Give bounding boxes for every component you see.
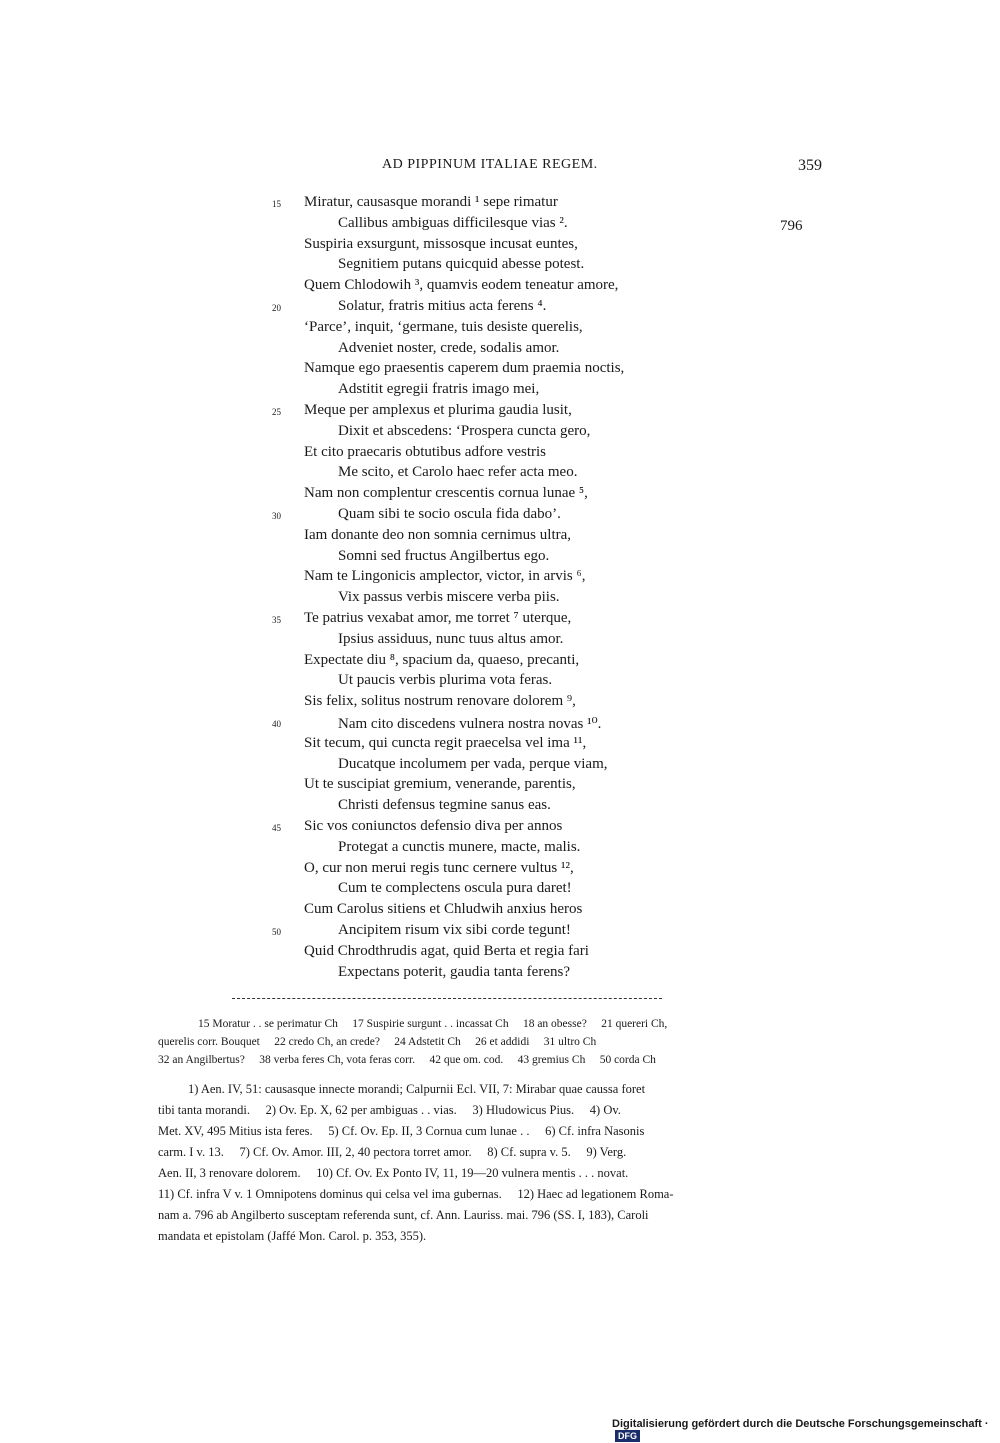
verse-line: Nam te Lingonicis amplector, victor, in arvis ⁶, — [304, 568, 586, 585]
verse-line: Nam non complentur crescentis cornua lunae ⁵, — [304, 485, 588, 502]
verse-line: Segnitiem putans quicquid abesse potest. — [338, 256, 585, 273]
verse-line: Meque per amplexus et plurima gaudia lusit, — [304, 402, 572, 418]
verse-line: Quem Chlodowih ³, quamvis eodem teneatur amore, — [304, 277, 619, 294]
verse-line: Te patrius vexabat amor, me torret ⁷ uterque, — [304, 610, 572, 626]
verse-line: Ut te suscipiat gremium, venerande, parentis, — [304, 776, 576, 793]
verse-line: Christi defensus tegmine sanus eas. — [338, 797, 551, 814]
verse-line: Quid Chrodthrudis agat, quid Berta et regia fari — [304, 942, 589, 959]
verse-line: Vix passus verbis miscere verba piis. — [338, 589, 560, 606]
dfg-logo: DFG — [615, 1430, 640, 1442]
verse-line: ‘Parce’, inquit, ‘germane, tuis desiste querelis, — [304, 318, 583, 335]
line-number: 35 — [272, 615, 281, 625]
footnote-line: tibi tanta morandi. 2) Ov. Ep. X, 62 per ambiguas . . vias. 3) Hludowicus Pius. 4) Ov. — [158, 1103, 621, 1117]
verse-line: Dixit et abscedens: ‘Prospera cuncta gero, — [338, 422, 591, 439]
apparatus-divider — [232, 998, 662, 999]
verse-line: Ipsius assiduus, nunc tuus altus amor. — [338, 630, 564, 647]
line-number: 15 — [272, 199, 281, 209]
line-number: 30 — [272, 511, 281, 521]
verse-line: Ancipitem risum vix sibi corde tegunt! — [338, 922, 571, 938]
verse-line: Et cito praecaris obtutibus adfore vestris — [304, 443, 547, 460]
footnote-line: Aen. II, 3 renovare dolorem. 10) Cf. Ov. Ex Ponto IV, 11, 19—20 vulnera mentis . . . novat. — [158, 1166, 629, 1180]
footnote-line: carm. I v. 13. 7) Cf. Ov. Amor. III, 2, 40 pectora torret amor. 8) Cf. supra v. 5. 9) Verg. — [158, 1145, 627, 1159]
margin-year: 796 — [780, 218, 803, 234]
verse-line: Nam cito discedens vulnera nostra novas ¹⁰. — [338, 716, 602, 732]
verse-line: Quam sibi te socio oscula fida dabo’. — [338, 506, 561, 522]
verse-line: Callibus ambiguas difficilesque vias ². — [338, 214, 568, 231]
verse-line: Sic vos coniunctos defensio diva per annos — [304, 818, 563, 834]
line-number: 45 — [272, 823, 281, 833]
line-number: 25 — [272, 407, 281, 417]
line-number: 40 — [272, 719, 281, 729]
verse-line: Expectate diu ⁸, spacium da, quaeso, precanti, — [304, 651, 580, 668]
footnote-line: nam a. 796 ab Angilberto susceptam referenda sunt, cf. Ann. Lauriss. mai. 796 (SS. I, 183), Caroli — [158, 1208, 649, 1222]
running-title: AD PIPPINUM ITALIAE REGEM. — [382, 157, 598, 172]
footnote-line: mandata et epistolam (Jaffé Mon. Carol. p. 353, 355). — [158, 1229, 427, 1243]
digitization-credit — [612, 1418, 1000, 1443]
apparatus-line: querelis corr. Bouquet 22 credo Ch, an crede? 24 Adstetit Ch 26 et addidi 31 ultro Ch — [158, 1036, 597, 1048]
verse-line: Namque ego praesentis caperem dum praemia noctis, — [304, 360, 625, 377]
verse-line: Cum Carolus sitiens et Chludwih anxius heros — [304, 901, 583, 918]
verse-line: Ut paucis verbis plurima vota feras. — [338, 672, 553, 689]
verse-line: Somni sed fructus Angilbertus ego. — [338, 547, 550, 564]
credit-text: Digitalisierung gefördert durch die Deutsche Forschungsgemeinschaft · — [612, 1418, 989, 1430]
verse-line: Sit tecum, qui cuncta regit praecelsa vel ima ¹¹, — [304, 734, 587, 751]
verse-line: Expectans poterit, gaudia tanta ferens? — [338, 963, 570, 980]
verse-line: Protegat a cunctis munere, macte, malis. — [338, 838, 581, 855]
verse-line: Ducatque incolumem per vada, perque viam, — [338, 755, 608, 772]
verse-line: Solatur, fratris mitius acta ferens ⁴. — [338, 298, 547, 314]
verse-line: Suspiria exsurgunt, missosque incusat euntes, — [304, 235, 578, 252]
verse-line: Sis felix, solitus nostrum renovare dolorem ⁹, — [304, 693, 576, 710]
apparatus-line: 15 Moratur . . se perimatur Ch 17 Suspirie surgunt . . incassat Ch 18 an obesse? 21 quereri Ch, — [198, 1018, 668, 1030]
footnote-line: 1) Aen. IV, 51: causasque innecte morandi; Calpurnii Ecl. VII, 7: Mirabar quae caussa foret — [188, 1082, 646, 1096]
footnote-line: Met. XV, 495 Mitius ista feres. 5) Cf. Ov. Ep. II, 3 Cornua cum lunae . . 6) Cf. infra Nasonis — [158, 1124, 645, 1138]
footnote-line: 11) Cf. infra V v. 1 Omnipotens dominus qui celsa vel ima gubernas. 12) Haec ad legationem Roma- — [158, 1187, 674, 1201]
line-number: 20 — [272, 303, 281, 313]
verse-line: Me scito, et Carolo haec refer acta meo. — [338, 464, 578, 481]
verse-line: Adveniet noster, crede, sodalis amor. — [338, 339, 560, 356]
page-number: 359 — [798, 157, 822, 174]
verse-line: Cum te complectens oscula pura daret! — [338, 880, 572, 897]
verse-line: O, cur non merui regis tunc cernere vultus ¹², — [304, 859, 574, 876]
verse-line: Iam donante deo non somnia cernimus ultra, — [304, 526, 572, 543]
verse-line: Adstitit egregii fratris imago mei, — [338, 381, 540, 398]
apparatus-line: 32 an Angilbertus? 38 verba feres Ch, vota feras corr. 42 que om. cod. 43 gremius Ch 50 corda Ch — [158, 1054, 656, 1066]
line-number: 50 — [272, 927, 281, 937]
verse-line: Miratur, causasque morandi ¹ sepe rimatur — [304, 194, 558, 210]
